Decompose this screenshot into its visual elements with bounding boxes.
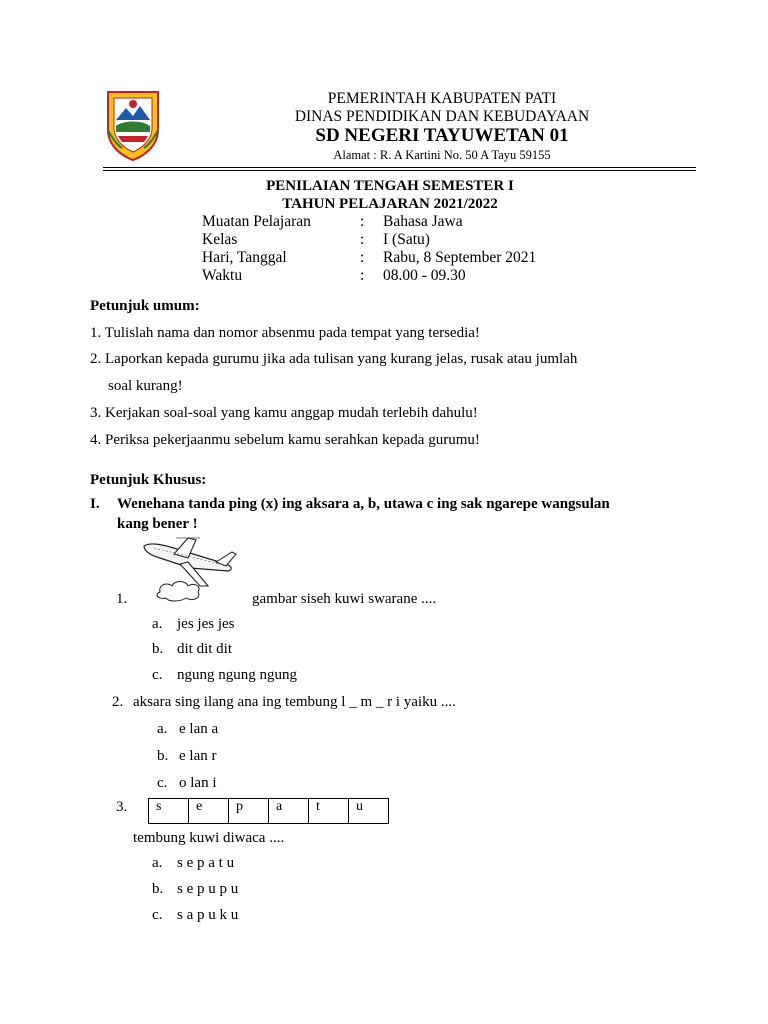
general-instruction-item: 4. Periksa pekerjaanmu sebelum kamu serahkan kepada gurumu! bbox=[90, 432, 480, 448]
airplane-cloud-image bbox=[140, 534, 238, 604]
option-letter[interactable]: c. bbox=[157, 775, 168, 791]
letter-box: e bbox=[189, 799, 229, 824]
department-name: DINAS PENDIDIKAN DAN KEBUDAYAAN bbox=[294, 108, 590, 125]
info-sep: : bbox=[360, 231, 365, 248]
option-text: jes jes jes bbox=[177, 616, 235, 632]
question-number: 2. bbox=[112, 694, 124, 710]
info-label-class: Kelas bbox=[202, 231, 238, 248]
option-letter[interactable]: b. bbox=[152, 641, 164, 657]
option-text: o lan i bbox=[179, 775, 217, 791]
option-text: ngung ngung ngung bbox=[177, 667, 297, 683]
option-letter[interactable]: c. bbox=[152, 907, 163, 923]
option-letter[interactable]: a. bbox=[157, 721, 168, 737]
option-text: e lan a bbox=[179, 721, 219, 737]
header-divider-bottom bbox=[103, 170, 696, 171]
general-instructions-heading: Petunjuk umum: bbox=[90, 298, 200, 314]
letter-boxes bbox=[148, 798, 389, 824]
info-sep: : bbox=[360, 267, 365, 284]
section-number: I. bbox=[90, 496, 100, 512]
info-value-class: I (Satu) bbox=[383, 231, 430, 248]
school-name: SD NEGERI TAYUWETAN 01 bbox=[315, 125, 569, 146]
option-letter[interactable]: c. bbox=[152, 667, 163, 683]
general-instruction-item: 3. Kerjakan soal-soal yang kamu anggap mudah terlebih dahulu! bbox=[90, 405, 478, 421]
question-text: tembung kuwi diwaca .... bbox=[133, 830, 285, 846]
option-text: s e p u p u bbox=[177, 881, 239, 897]
info-sep: : bbox=[360, 213, 365, 230]
section-instruction: Wenehana tanda ping (x) ing aksara a, b, utawa c ing sak ngarepe wangsulan bbox=[117, 496, 610, 512]
option-letter[interactable]: b. bbox=[152, 881, 164, 897]
option-letter[interactable]: a. bbox=[152, 855, 163, 871]
exam-year: TAHUN PELAJARAN 2021/2022 bbox=[282, 196, 498, 212]
special-instructions-heading: Petunjuk Khusus: bbox=[90, 472, 207, 488]
option-text: e lan r bbox=[179, 748, 217, 764]
question-number: 1. bbox=[116, 591, 128, 607]
government-name: PEMERINTAH KABUPATEN PATI bbox=[327, 90, 557, 107]
header-divider-top bbox=[103, 167, 696, 168]
letter-box: p bbox=[229, 799, 269, 824]
general-instruction-item: 1. Tulislah nama dan nomor absenmu pada tempat yang tersedia! bbox=[90, 325, 480, 341]
option-letter[interactable]: a. bbox=[152, 616, 163, 632]
option-letter[interactable]: b. bbox=[157, 748, 169, 764]
letter-box: s bbox=[149, 799, 189, 824]
section-instruction-continued: kang bener ! bbox=[117, 516, 198, 532]
option-text: dit dit dit bbox=[177, 641, 233, 657]
info-label-subject: Muatan Pelajaran bbox=[202, 213, 311, 230]
district-logo bbox=[104, 90, 162, 162]
info-value-date: Rabu, 8 September 2021 bbox=[383, 249, 537, 266]
info-label-time: Waktu bbox=[202, 267, 243, 284]
info-value-subject: Bahasa Jawa bbox=[383, 213, 463, 230]
question-text: aksara sing ilang ana ing tembung l _ m _ r i yaiku .... bbox=[133, 694, 456, 710]
info-sep: : bbox=[360, 249, 365, 266]
exam-title: PENILAIAN TENGAH SEMESTER I bbox=[266, 178, 514, 194]
question-number: 3. bbox=[116, 799, 128, 815]
school-address: Alamat : R. A Kartini No. 50 A Tayu 59155 bbox=[333, 148, 551, 162]
letter-box: a bbox=[269, 799, 309, 824]
letter-box: u bbox=[349, 799, 389, 824]
general-instruction-item: 2. Laporkan kepada gurumu jika ada tulisan yang kurang jelas, rusak atau jumlah bbox=[90, 351, 578, 367]
option-text: s a p u k u bbox=[177, 907, 239, 923]
general-instruction-item-continued: soal kurang! bbox=[108, 378, 183, 394]
info-label-date: Hari, Tanggal bbox=[202, 249, 287, 266]
info-value-time: 08.00 - 09.30 bbox=[383, 267, 466, 284]
letter-box: t bbox=[309, 799, 349, 824]
option-text: s e p a t u bbox=[177, 855, 235, 871]
question-text: gambar siseh kuwi swarane .... bbox=[252, 591, 437, 607]
